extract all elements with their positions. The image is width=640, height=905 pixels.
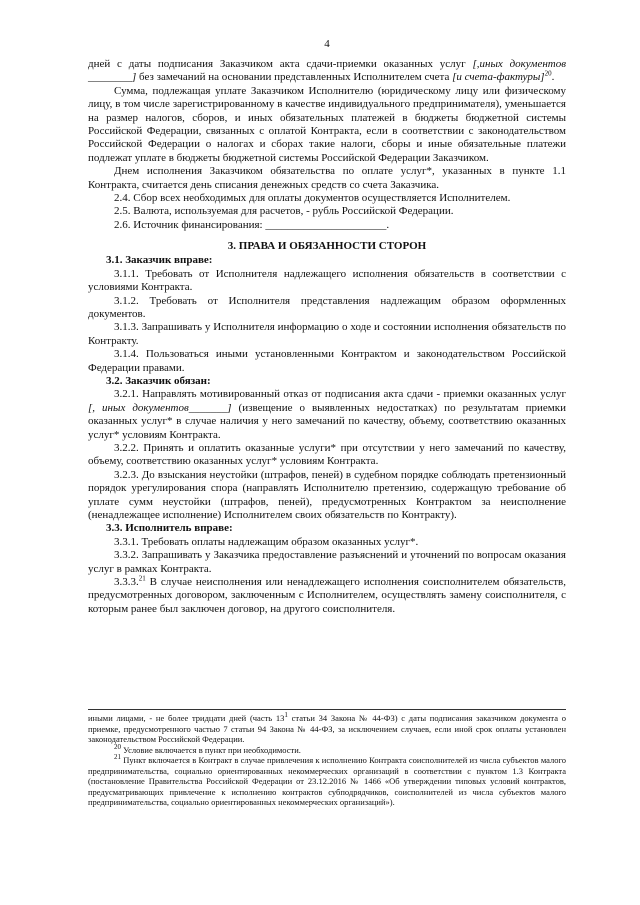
payment-date-paragraph: Днем исполнения Заказчиком обязательства по оплате услуг*, указанных в пункте 1.1 Контракта, считается день списания денежных средств со счета Заказчика.: [88, 165, 566, 191]
footnote-20: $^{20}$ Условие включается в пункт при необходимости.: [114, 742, 301, 755]
document-page: [88, 38, 566, 616]
footnote-divider: [88, 709, 566, 710]
clause-2-5: 2.5. Валюта, используемая для расчетов, - рубль Российской Федерации.: [114, 205, 454, 218]
clause-3-3-3: 3.3.3.21 В случае неисполнения или ненадлежащего исполнения соисполнителем обязательств, предусмотренных договором, заключенным с Исполнителем, осуществлять замену соисполнителя, с которым ранее был заключен договор, на другого соисполнителя.: [88, 574, 566, 615]
clause-3-2-2: 3.2.2. Принять и оплатить оказанные услуги* при отсутствии у него замечаний по качеству, объему, соответствию оказанных услуг* условиям Контракта.: [88, 441, 566, 468]
subsection-3-1-title: 3.1. Заказчик вправе:: [106, 254, 213, 267]
clause-2-4: 2.4. Сбор всех необходимых для оплаты документов осуществляется Исполнителем.: [114, 192, 511, 205]
subsection-3-2-title: 3.2. Заказчик обязан:: [106, 374, 211, 387]
payment-amount-paragraph: Сумма, подлежащая уплате Заказчиком Исполнителю (юридическому лицу или физическому лицу, в том числе зарегистрированному в качестве индивидуального предпринимателя), уменьшается на размер налогов, сборов, и иных обязательных платежей в бюджеты бюджетной системы Российской Федерации, связанных с оплатой Контракта, если в соответствии с законодательством Российской Федерации о налогах и сборах такие налоги, сборы и иные обязательные платежи подлежат уплате в бюджеты бюджетной системы Российской Федерации Заказчиком.: [88, 84, 566, 164]
clause-3-1-4: 3.1.4. Пользоваться иными установленными Контрактом и законодательством Российской Федерации правами.: [88, 348, 566, 374]
clause-3-2-3: 3.2.3. До взыскания неустойки (штрафов, пеней) в судебном порядке соблюдать претензионный порядок урегулирования спора (направлять Исполнителю претензию, содержащую требование об уплате сумм неустойки (штрафов, пеней), предусмотренных Контрактом за неисполнение (ненадлежащее исполнение) Исполнителем своих обязательств по Контракту).: [88, 468, 566, 521]
clause-3-1-1: 3.1.1. Требовать от Исполнителя надлежащего исполнения обязательств в соответствии с условиями Контракта.: [88, 267, 566, 294]
footnote-continuation: иными лицами, - не более тридцати дней (часть $13^1$ статьи 34 Закона № 44-ФЗ) с даты подписания заказчиком документа о приемке, предусмотренного частью 7 статьи 94 Закона № 44-ФЗ, за исключением случаев, если иной срок оплаты установлен законодательством Российской Федерации.: [88, 711, 566, 744]
clause-3-1-2: 3.1.2. Требовать от Исполнителя представления надлежащим образом оформленных документов.: [88, 294, 566, 320]
clause-3-2-1: 3.2.1. Направлять мотивированный отказ от подписания акта сдачи - приемки оказанных услуг [, иных документов_______] (извещение о выявленных недостатках) по результатам приемки оказанных услуг* в случае наличия у него замечаний по качеству, объему, соответствию оказанных услуг* условиям Контракта.: [88, 388, 566, 441]
page-number: 4: [324, 38, 330, 50]
clause-3-1-3: 3.1.3. Запрашивать у Исполнителя информацию о ходе и состоянии исполнения обязательств по Контракту.: [88, 321, 566, 347]
footnotes: [88, 709, 566, 808]
clause-2-6: 2.6. Источник финансирования: ______________________.: [114, 218, 390, 231]
footnote-21: $^{21}$ Пункт включается в Контракт в случае привлечения к исполнению Контракта соисполнителей из числа субъектов малого предпринимательства, социально ориентированных некоммерческих организаций в соответствии с пунктом 1.3 Контракта (постановление Правительства Российской Федерации от 23.12.2016 № 1466 «Об утверждении типовых условий контрактов, предусматривающих привлечение к исполнению контрактов субподрядчиков, соисполнителей из числа субъектов малого предпринимательства, социально ориентированных некоммерческих организаций»).: [88, 753, 566, 807]
section-title: 3. ПРАВА И ОБЯЗАННОСТИ СТОРОН: [227, 240, 427, 253]
clause-3-3-1: 3.3.1. Требовать оплаты надлежащим образом оказанных услуг*.: [114, 535, 419, 548]
clause-3-3-2: 3.3.2. Запрашивать у Заказчика предоставление разъяснений и уточнений по вопросам оказания услуг в рамках Контракта.: [88, 549, 566, 575]
subsection-3-3-title: 3.3. Исполнитель вправе:: [106, 522, 233, 535]
payment-term-paragraph: дней с даты подписания Заказчиком акта сдачи-приемки оказанных услуг [,иных документов ________] без замечаний на основании представленных Исполнителем счета [и счета-фактуры]$^{20}$.: [88, 58, 566, 84]
